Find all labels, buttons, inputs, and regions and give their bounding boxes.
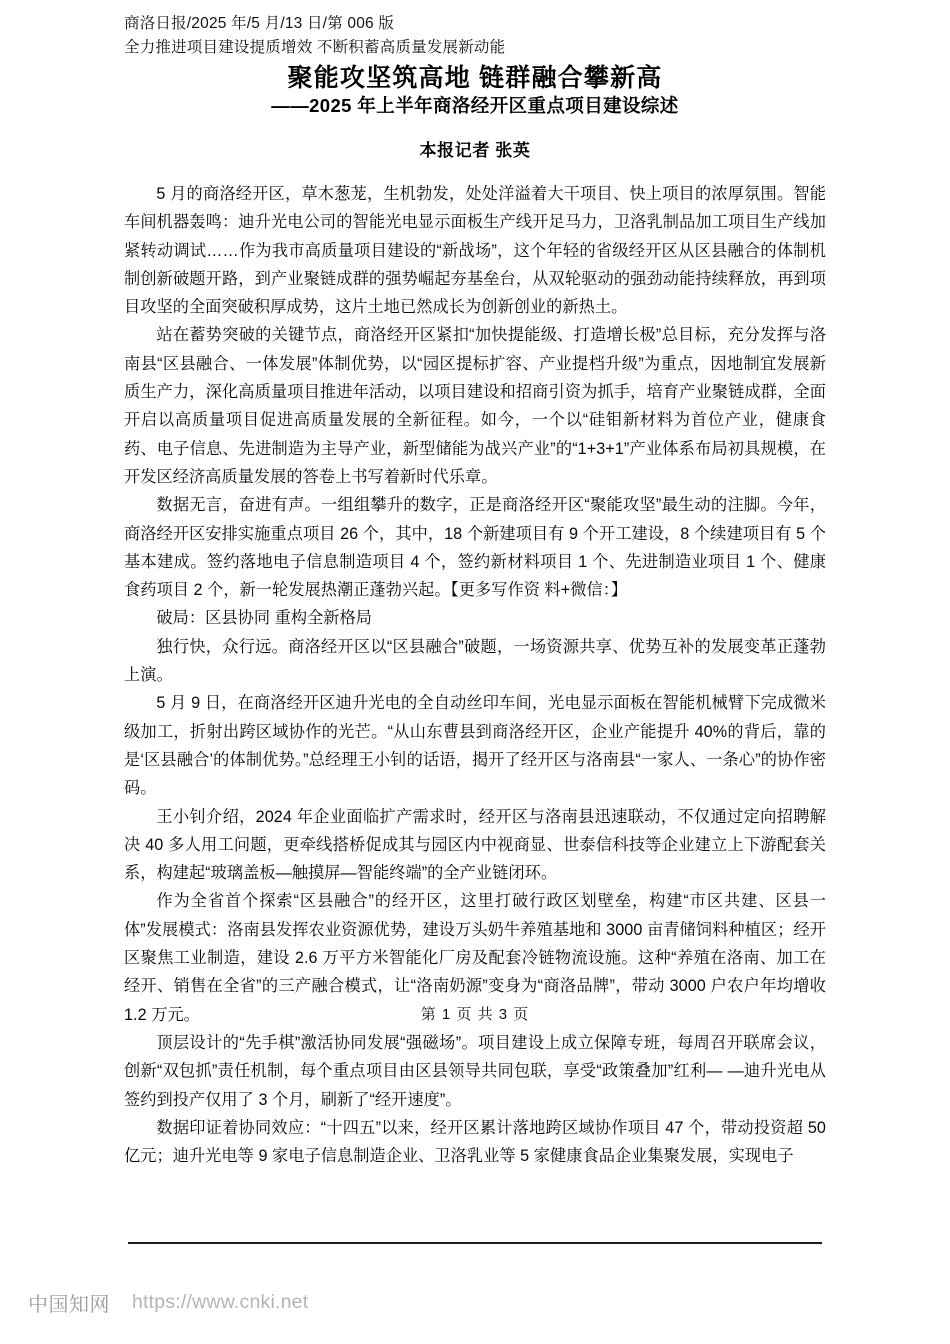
paragraph: 作为全省首个探索“区县融合”的经开区，这里打破行政区划壁垒，构建“市区共建、区县一体”发展模式：洛南县发挥农业资源优势，建设万头奶牛养殖基地和 3000 亩青储饲料种植区；经开区聚焦工业制造，建设 2.6 万平方米智能化厂房及配套冷链物流设施。这种“养殖在洛南、加工在经开、销售在全省”的三产融合模式，让“洛南奶源”变身为“商洛品牌”，带动 3000 户农户年均增收 1.2 万元。 — [124, 892, 826, 1024]
cnki-logo-text: 中国知网 — [28, 1294, 110, 1316]
page-subtitle: ——2025 年上半年商洛经开区重点项目建设综述 — [271, 95, 679, 116]
paragraph: 5 月的商洛经开区，草木葱茏，生机勃发，处处洋溢着大干项目、快上项目的浓厚氛围。智能车间机器轰鸣：迪升光电公司的智能光电显示面板生产线开足马力，卫洛乳制品加工项目生产线加紧转动调试……作为我市高质量项目建设的“新战场”，这个年轻的省级经开区从区县融合的体制机制创新破题开路，到产业聚链成群的强势崛起夯基垒台，从双轮驱动的强劲动能持续释放，再到项目攻坚的全面突破积厚成势，这片土地已然成长为创新创业的新热土。 — [124, 185, 826, 317]
section-heading: 破局：区县协同 重构全新格局 — [156, 609, 373, 628]
paragraph: 顶层设计的“先手棋”激活协同发展“强磁场”。项目建设上成立保障专班，每周召开联席会议，创新“双包抓”责任机制，每个重点项目由区县领导共同包联，享受“政策叠加”红利— —迪升光电从签约到投产仅用了 3 个月，刷新了“经开速度”。 — [124, 1033, 826, 1109]
column-line: 全力推进项目建设提质增效 不断积蓄高质量发展新动能 — [124, 39, 506, 56]
paragraph: 站在蓄势突破的关键节点，商洛经开区紧扣“加快提能级、打造增长极”总目标，充分发挥与洛南县“区县融合、一体发展”体制优势，以“园区提标扩容、产业提档升级”为重点，因地制宜发展新质生产力，深化高质量项目推进年活动，以项目建设和招商引资为抓手，培育产业聚链成群，全面开启以高质量项目促进高质量发展的全新征程。如今，一个以“硅钼新材料为首位产业，健康食药、电子信息、先进制造为主导产业，新型储能为战兴产业”的“1+3+1”产业体系布局初具规模，在开发区经济高质量发展的答卷上书写着新时代乐章。 — [124, 326, 826, 486]
paragraph: 5 月 9 日，在商洛经开区迪升光电的全自动丝印车间，光电显示面板在智能机械臂下完成微米级加工，折射出跨区域协作的光芒。“从山东曹县到商洛经开区，企业产能提升 40%的背后，靠的是‘区县融合’的体制优势。”总经理王小钊的话语，揭开了经开区与洛南县“一家人、一条心”的协作密码。 — [124, 694, 826, 798]
cnki-url-text: https://www.cnki.net — [132, 1291, 309, 1313]
page-title: 聚能攻坚筑高地 链群融合攀新高 — [287, 64, 663, 92]
paragraph: 数据无言，奋进有声。一组组攀升的数字，正是商洛经开区“聚能攻坚”最生动的注脚。今年，商洛经开区安排实施重点项目 26 个，其中，18 个新建项目有 9 个开工建设，8 个续建项目有 5 个基本建成。签约落地电子信息制造项目 4 个，签约新材料项目 1 个、先进制造业项目 1 个、健康食药项目 2 个，新一轮发展热潮正蓬勃兴起。【更多写作资 料+微信：】 — [124, 496, 826, 600]
paragraph: 独行快，众行远。商洛经开区以“区县融合”破题，一场资源共享、优势互补的发展变革正蓬勃上演。 — [124, 637, 826, 685]
cnki-watermark — [28, 1288, 308, 1317]
page-indicator: 第 1 页 共 3 页 — [420, 1006, 530, 1023]
byline: 本报记者 张英 — [419, 141, 531, 160]
paragraph: 数据印证着协同效应：“十四五”以来，经开区累计落地跨区域协作项目 47 个，带动投资超 50 亿元；迪升光电等 9 家电子信息制造企业、卫洛乳业等 5 家健康食品企业集聚发展，实现电子 — [124, 1118, 826, 1166]
newspaper-meta — [124, 12, 826, 60]
source-line: 商洛日报/2025 年/5 月/13 日/第 006 版 — [124, 15, 395, 32]
paragraph: 王小钊介绍，2024 年企业面临扩产需求时，经开区与洛南县迅速联动，不仅通过定向招聘解决 40 多人用工问题，更牵线搭桥促成其与园区内中视商显、世泰信科技等企业建立上下游配套关系，构建起“玻璃盖板—触摸屏—智能终端”的全产业链闭环。 — [124, 807, 826, 883]
footer-divider — [128, 1242, 822, 1244]
